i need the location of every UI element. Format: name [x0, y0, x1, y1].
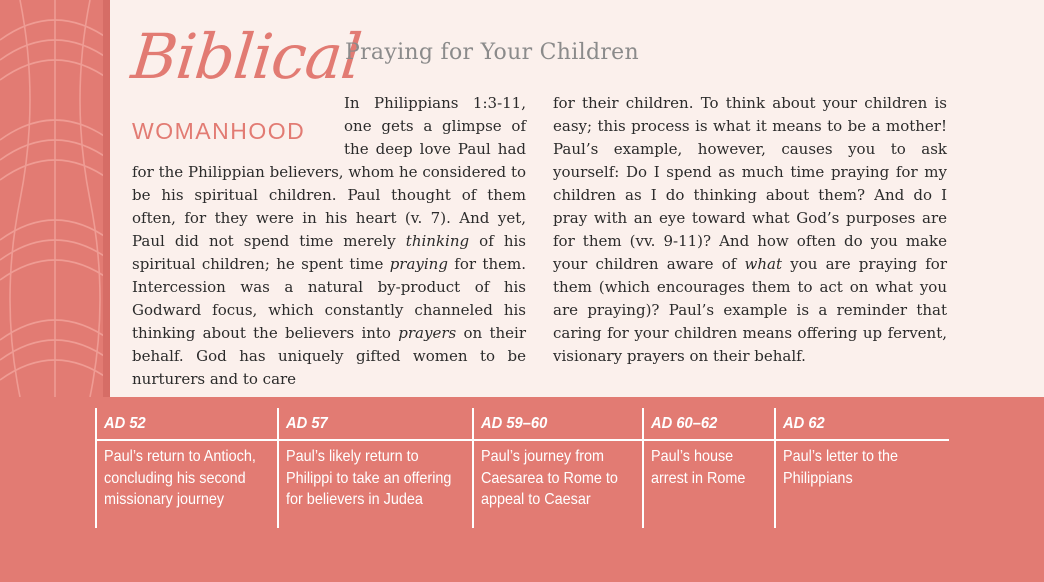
timeline-item: [95, 408, 277, 528]
col1-text-2: of his spiritual children; he spent time: [132, 232, 526, 273]
timeline-date: AD 60–62: [651, 415, 718, 432]
timeline-event: Paul’s journey from Caesarea to Rome to appeal to Caesar: [481, 448, 618, 508]
col1-text-4: on their behalf. God has uniquely gifted women to be nurturers and to care: [132, 324, 527, 388]
timeline-item: [642, 408, 774, 528]
col2-text-2: you are praying for them (which encourages them to act on what you are praying)? Paul’s example is a reminder that caring for your children means offering up fervent, visionary prayers on their behalf.: [553, 255, 948, 365]
col2-text-1: for their children. To think about your children is easy; this process is what it means to be a mother! Paul’s example, however, causes you to ask yourself: Do I spend as much time praying for my children as I do thinking about them? And do I pray with an eye toward what God’s purposes are for them (vv. 9-11)? And how often do you make your children aware of: [553, 94, 947, 273]
article-column-2: [553, 92, 947, 368]
logo-script-word: Biblical: [128, 20, 365, 93]
timeline-event: Paul’s house arrest in Rome: [651, 448, 746, 487]
timeline-event: Paul’s letter to the Philippians: [783, 448, 899, 487]
timeline-date: AD 62: [783, 415, 825, 432]
decorative-arch-pattern: [0, 0, 110, 397]
article-title: Praying for Your Children: [345, 40, 639, 65]
timeline-item: [774, 408, 949, 528]
col2-emphasis-what: what: [744, 255, 782, 273]
timeline-item: [277, 408, 472, 528]
logo-caps-word: WOMANHOOD: [132, 118, 306, 144]
timeline-date: AD 52: [104, 415, 146, 432]
col1-text-1: In Philippians 1:3-11, one gets a glimpse of the deep love Paul had for the Philippian believers, whom he considered to be his spiritual children. Paul thought of them often, for they were in his heart (v. 7). And yet, Paul did not spend time merely: [132, 94, 526, 250]
col1-emphasis-thinking: thinking: [405, 232, 470, 250]
col1-text-3: for them. Intercession was a natural by-product of his Godward focus, which constantly channeled his thinking about the believers into: [132, 255, 526, 342]
timeline-event: Paul’s likely return to Philippi to take an offering for believers in Judea: [286, 448, 452, 508]
logo-spacer: [132, 92, 344, 161]
col1-emphasis-prayers: prayers: [398, 324, 457, 342]
article-column-1: [132, 92, 526, 391]
col1-emphasis-praying: praying: [389, 255, 448, 273]
timeline-event: Paul’s return to Antioch, concluding his second missionary journey: [104, 448, 256, 508]
timeline: [95, 408, 949, 528]
timeline-item: [472, 408, 642, 528]
timeline-date: AD 59–60: [481, 415, 548, 432]
timeline-date: AD 57: [286, 415, 328, 432]
